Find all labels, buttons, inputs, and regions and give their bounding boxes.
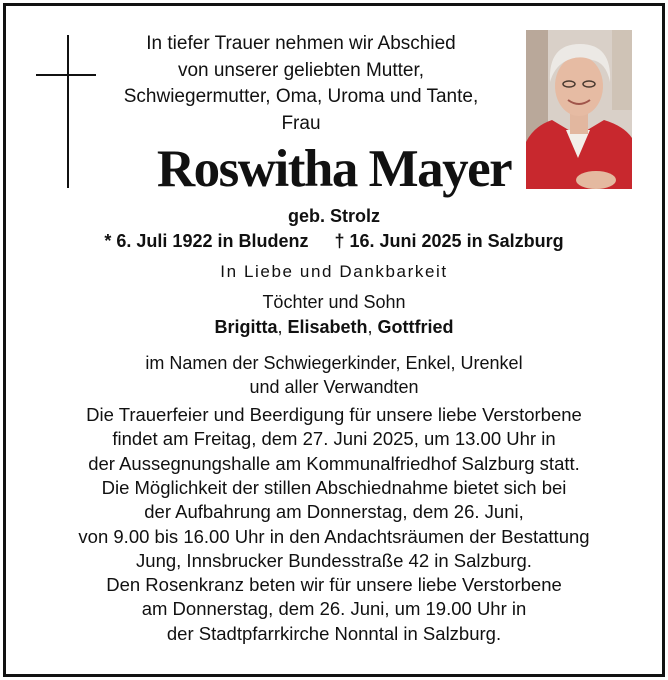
viewing-line: Jung, Innsbrucker Bundesstraße 42 in Salzburg.	[136, 549, 532, 571]
rosary-line: am Donnerstag, dem 26. Juni, um 19.00 Uhr in	[141, 598, 527, 620]
funeral-paragraph	[6, 403, 662, 476]
funeral-line: der Aussegnungshalle am Kommunalfriedhof Salzburg statt.	[88, 452, 580, 474]
funeral-line: findet am Freitag, dem 27. Juni 2025, um 13.00 Uhr in	[112, 428, 556, 450]
children-names	[6, 317, 662, 338]
obituary-notice	[3, 3, 665, 677]
children-title: Töchter und Sohn	[262, 292, 406, 312]
child-name: Gottfried	[377, 317, 454, 337]
birth-date: * 6. Juli 1922 in Bludenz	[104, 231, 309, 251]
rosary-line: Den Rosenkranz beten wir für unsere liebe Verstorbene	[106, 574, 562, 595]
funeral-line: Die Trauerfeier und Beerdigung für unsere liebe Verstorbene	[86, 404, 582, 425]
viewing-line: der Aufbahrung am Donnerstag, dem 26. Juni,	[144, 501, 524, 523]
maiden-name: geb. Strolz	[287, 206, 380, 226]
family-line: und aller Verwandten	[249, 377, 419, 397]
death-date: † 16. Juni 2025 in Salzburg	[334, 231, 564, 251]
deceased-name: Roswitha Mayer	[156, 140, 512, 198]
family-text	[6, 351, 662, 399]
tagline: In Liebe und Dankbarkeit	[220, 262, 448, 281]
intro-line: Frau	[281, 112, 321, 134]
family-line: im Namen der Schwiegerkinder, Enkel, Urenkel	[145, 353, 523, 373]
child-name: Brigitta	[214, 317, 278, 337]
intro-line: Schwiegermutter, Oma, Uroma und Tante,	[123, 86, 479, 107]
rosary-line: der Stadtpfarrkirche Nonntal in Salzburg.	[166, 622, 502, 644]
child-name: Elisabeth	[287, 317, 368, 337]
intro-line: von unserer geliebten Mutter,	[177, 59, 425, 81]
viewing-line: von 9.00 bis 16.00 Uhr in den Andachtsräumen der Bestattung	[78, 525, 590, 547]
viewing-line: Die Möglichkeit der stillen Abschiednahme bietet sich bei	[101, 477, 567, 498]
intro-text	[101, 31, 501, 137]
life-dates	[6, 231, 662, 252]
intro-line: In tiefer Trauer nehmen wir Abschied	[146, 33, 456, 54]
name-separator: ,	[367, 317, 378, 337]
viewing-paragraph	[6, 476, 662, 573]
rosary-paragraph	[6, 573, 662, 646]
name-separator: ,	[277, 317, 288, 337]
